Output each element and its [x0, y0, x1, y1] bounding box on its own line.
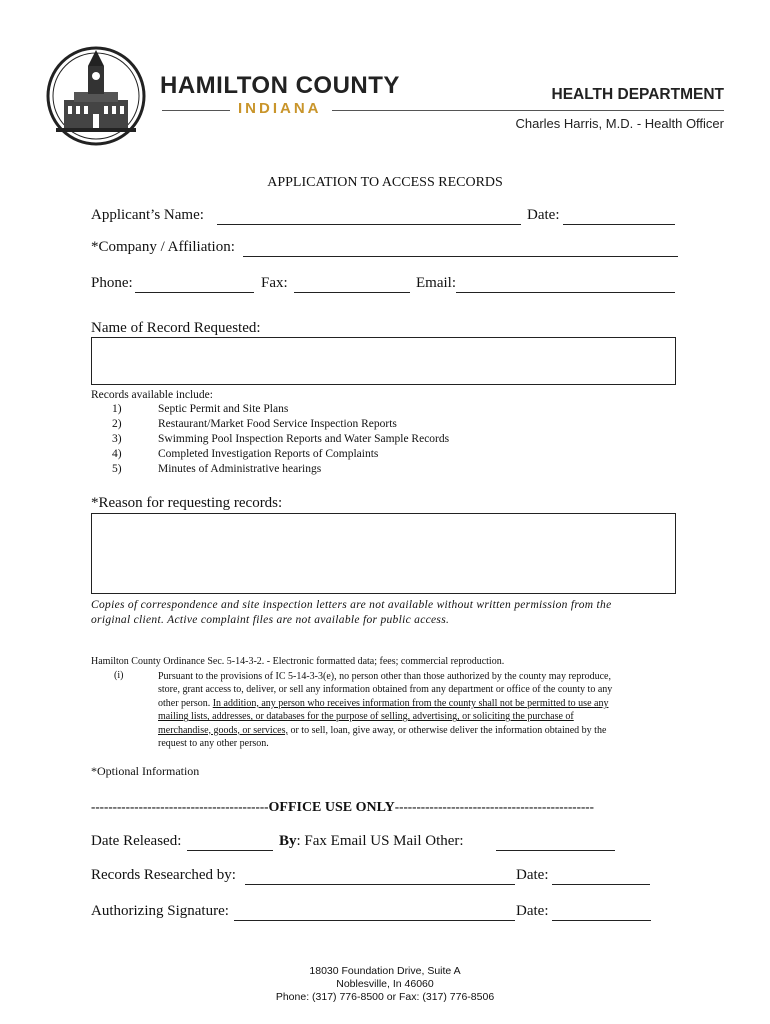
- address-line: Noblesville, In 46060: [336, 978, 434, 990]
- ordinance-line: request to any other person.: [158, 738, 269, 750]
- county-name: HAMILTON COUNTY: [160, 72, 400, 99]
- ordinance-item-number: (i): [114, 670, 124, 681]
- list-item: [112, 433, 449, 445]
- state-line-left: [162, 110, 230, 111]
- optional-info-note: *Optional Information: [91, 764, 200, 778]
- authorizing-signature-label: Authorizing Signature:: [91, 903, 229, 919]
- contact-line: Phone: (317) 776-8500 or Fax: (317) 776-8506: [275, 991, 495, 1003]
- by-options: By: Fax Email US Mail Other:: [279, 833, 464, 849]
- applicant-label: Applicant’s Name:: [91, 207, 204, 223]
- fax-label: Fax:: [261, 275, 288, 291]
- list-number: 1): [112, 403, 122, 415]
- list-item: [112, 463, 321, 475]
- company-field[interactable]: [243, 242, 678, 257]
- authorizing-date-label: Date:: [516, 903, 549, 919]
- address-line: 18030 Foundation Drive, Suite A: [309, 965, 461, 977]
- list-text: Completed Investigation Reports of Complaints: [158, 448, 379, 460]
- records-available-heading: Records available include:: [91, 389, 213, 401]
- email-field[interactable]: [456, 278, 675, 293]
- county-seal-logo: [42, 38, 150, 146]
- ordinance-line: other person. In addition, any person who receives information from the county shall not be permitted to use any: [158, 697, 609, 709]
- other-field[interactable]: [496, 836, 615, 851]
- office-use-divider: -----------------------------------------OFFICE USE ONLY----------------------------------------------: [91, 799, 594, 815]
- record-requested-box[interactable]: [91, 337, 676, 385]
- footer-address: [0, 965, 770, 1004]
- office-use-title: OFFICE USE ONLY: [268, 800, 395, 815]
- form-title: APPLICATION TO ACCESS RECORDS: [267, 175, 503, 190]
- date-released-field[interactable]: [187, 836, 273, 851]
- phone-label: Phone:: [91, 275, 133, 291]
- authorizing-signature-field[interactable]: [234, 906, 515, 921]
- date-field[interactable]: [563, 210, 675, 225]
- phone-field[interactable]: [135, 278, 254, 293]
- list-number: 4): [112, 448, 122, 460]
- state-name: INDIANA: [238, 100, 322, 117]
- date-released-label: Date Released:: [91, 833, 182, 849]
- email-label: Email:: [416, 275, 456, 291]
- fax-field[interactable]: [294, 278, 410, 293]
- ordinance-line: merchandise, goods, or services, or to sell, loan, give away, or otherwise deliver the information obtained by the: [158, 724, 607, 736]
- header-rule: [332, 110, 724, 111]
- researched-date-field[interactable]: [552, 870, 650, 885]
- ordinance-title: Hamilton County Ordinance Sec. 5-14-3-2. - Electronic formatted data; fees; commercial reproduction.: [91, 656, 505, 667]
- by-label: By: [279, 833, 297, 849]
- company-label: *Company / Affiliation:: [91, 239, 235, 255]
- list-number: 3): [112, 433, 122, 445]
- ordinance-line: Pursuant to the provisions of IC 5-14-3-3(e), no person other than those authorized by the county may reproduce,: [158, 671, 611, 682]
- ordinance-line: store, grant access to, deliver, or sell any information obtained from any department or office of the county to any: [158, 684, 613, 696]
- reason-label: *Reason for requesting records:: [91, 495, 283, 511]
- copies-note-line2: original client. Active complaint files are not available for public access.: [91, 614, 450, 626]
- list-item: [112, 418, 397, 430]
- list-number: 2): [112, 418, 122, 430]
- date-label: Date:: [527, 207, 560, 223]
- list-text: Minutes of Administrative hearings: [158, 463, 322, 475]
- ordinance-body: [158, 670, 678, 750]
- researched-by-label: Records Researched by:: [91, 867, 236, 883]
- authorizing-date-field[interactable]: [552, 906, 651, 921]
- list-text: Restaurant/Market Food Service Inspection Reports: [158, 418, 397, 430]
- copies-note-line1: Copies of correspondence and site inspection letters are not available without written permission from the: [91, 599, 612, 611]
- list-text: Swimming Pool Inspection Reports and Water Sample Records: [158, 433, 450, 445]
- reason-box[interactable]: [91, 513, 676, 594]
- researched-date-label: Date:: [516, 867, 549, 883]
- list-item: [112, 448, 378, 460]
- list-text: Septic Permit and Site Plans: [158, 403, 289, 415]
- ordinance-line: mailing lists, addresses, or databases for the purpose of selling, advertising, or soliciting the purchase of: [158, 711, 574, 723]
- record-requested-label: Name of Record Requested:: [91, 320, 261, 336]
- health-officer: Charles Harris, M.D. - Health Officer: [515, 116, 724, 131]
- applicant-row: [91, 207, 204, 224]
- department-name: HEALTH DEPARTMENT: [551, 86, 724, 103]
- list-item: [112, 403, 288, 415]
- researched-by-field[interactable]: [245, 870, 515, 885]
- applicant-name-field[interactable]: [217, 210, 521, 225]
- list-number: 5): [112, 463, 122, 475]
